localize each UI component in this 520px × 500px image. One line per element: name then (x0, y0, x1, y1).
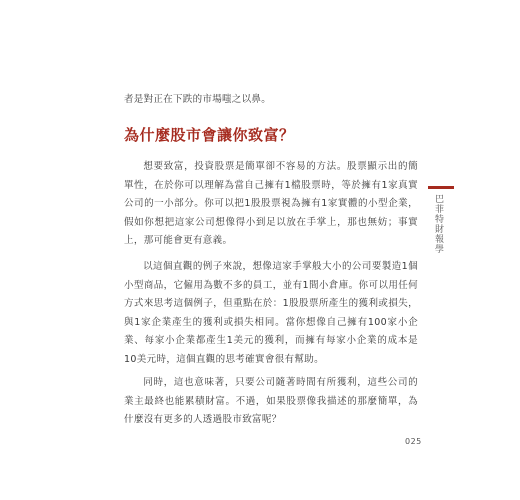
body-paragraph-3 (124, 374, 418, 430)
intro-line: 者是對正在下跌的市場嗤之以鼻。 (124, 94, 272, 105)
paragraph-text: 以這個直觀的例子來說，想像這家手掌般大小的公司要製造1個小型商品，它僱用為數不多的員工，並有1間小倉庫。你可以用任何方式來思考這個例子，但重點在於：1股股票所產生的獲利或損失，與1家企業產生的獲利或損失相同。當你想像自己擁有100家小企業、每家小企業都產生1美元的獲利，而擁有每家小企業的成本是10美元時，這個直觀的思考確實會很有幫助。 (124, 261, 418, 365)
section-heading: 為什麼股市會讓你致富？ (124, 126, 295, 144)
paragraph-text: 想要致富，投資股票是簡單卻不容易的方法。股票顯示出的簡單性，在於你可以理解為當自己擁有1檔股票時，等於擁有1家真實公司的一小部分。你可以把1股股票視為擁有1家實體的小型企業，假如你想把這家公司想像得小到足以放在手掌上，那也無妨；事實上，那可能會更有意義。 (124, 161, 418, 246)
paragraph-text: 同時，這也意味著，只要公司隨著時間有所獲利，這些公司的業主最終也能累積財富。不過，如果股票像我描述的那麼簡單，為什麼沒有更多的人透過股市致富呢？ (124, 377, 418, 425)
body-paragraph-1 (124, 158, 418, 251)
side-tab-marker (428, 186, 454, 189)
body-paragraph-2 (124, 258, 418, 369)
page-number: 025 (405, 437, 422, 446)
side-tab-label: 巴菲特財報學 (433, 194, 443, 254)
